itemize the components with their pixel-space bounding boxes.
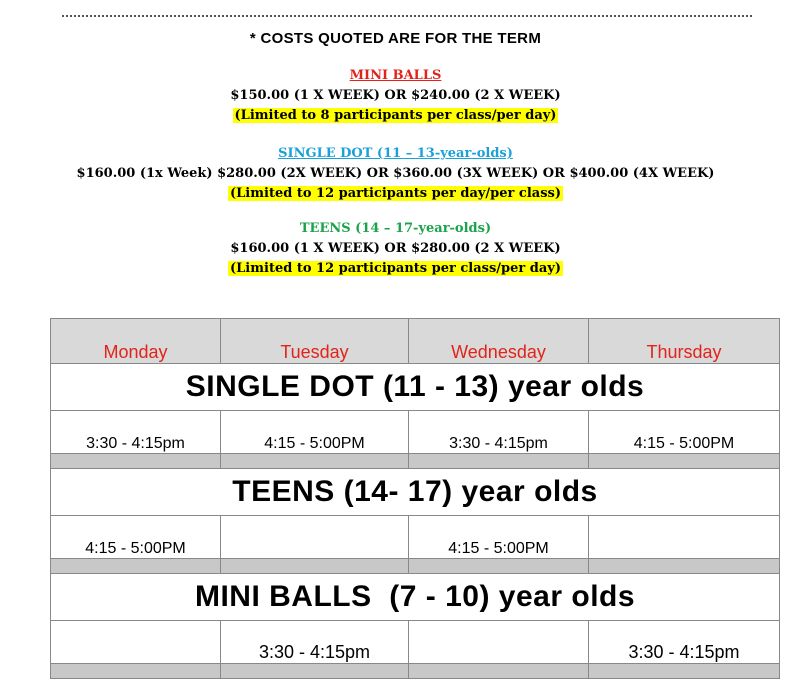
pricing-title-mini-balls <box>0 66 791 86</box>
group-heading-row <box>51 574 780 621</box>
time-cell: 4:15 - 5:00PM <box>589 411 780 454</box>
pricing-price-teens: $160.00 (1 X WEEK) OR $280.00 (2 X WEEK) <box>230 241 561 256</box>
pricing-limit-single-dot <box>0 184 791 204</box>
time-cell <box>221 516 409 559</box>
spacer-cell <box>589 559 780 574</box>
costs-note: * COSTS QUOTED ARE FOR THE TERM <box>249 30 542 47</box>
pricing-limit-text: (Limited to 12 participants per class/per day) <box>230 261 561 276</box>
time-cell: 4:15 - 5:00PM <box>221 411 409 454</box>
time-cell <box>409 621 589 664</box>
time-cell: 3:30 - 4:15pm <box>589 621 780 664</box>
pricing-limit-teens <box>0 259 791 279</box>
spacer-cell <box>221 664 409 679</box>
time-row-teens <box>51 516 780 559</box>
pricing-title-text: TEENS (14 – 17-year-olds) <box>299 221 492 236</box>
group-heading-single-dot: SINGLE DOT (11 - 13) year olds <box>51 364 780 411</box>
pricing-title-teens <box>0 219 791 239</box>
time-cell <box>589 516 780 559</box>
time-cell: 4:15 - 5:00PM <box>51 516 221 559</box>
spacer-cell <box>221 559 409 574</box>
spacer-row <box>51 454 780 469</box>
spacer-cell <box>589 454 780 469</box>
time-cell <box>51 621 221 664</box>
day-wednesday: Wednesday <box>409 319 589 364</box>
pricing-title-text: SINGLE DOT (11 – 13-year-olds) <box>278 146 513 161</box>
pricing-limit-text: (Limited to 8 participants per class/per day) <box>234 108 557 123</box>
time-row-single-dot <box>51 411 780 454</box>
pricing-price-mini-balls: $150.00 (1 X WEEK) OR $240.00 (2 X WEEK) <box>230 88 561 103</box>
spacer-cell <box>409 664 589 679</box>
pricing-title-text: MINI BALLS <box>349 68 442 83</box>
day-tuesday: Tuesday <box>221 319 409 364</box>
pricing-limit-mini-balls <box>0 106 791 126</box>
schedule-table <box>50 318 780 679</box>
dotted-divider <box>62 15 752 17</box>
spacer-cell <box>51 454 221 469</box>
spacer-cell <box>221 454 409 469</box>
pricing-price-single-dot: $160.00 (1x Week) $280.00 (2X WEEK) OR $360.00 (3X WEEK) OR $400.00 (4X WEEK) <box>76 166 715 181</box>
spacer-row <box>51 559 780 574</box>
spacer-cell <box>51 559 221 574</box>
spacer-cell <box>409 454 589 469</box>
time-cell: 4:15 - 5:00PM <box>409 516 589 559</box>
time-cell: 3:30 - 4:15pm <box>409 411 589 454</box>
day-thursday: Thursday <box>589 319 780 364</box>
group-heading-mini-balls: MINI BALLS (7 - 10) year olds <box>51 574 780 621</box>
time-cell: 3:30 - 4:15pm <box>51 411 221 454</box>
time-cell: 3:30 - 4:15pm <box>221 621 409 664</box>
time-row-mini-balls <box>51 621 780 664</box>
spacer-cell <box>589 664 780 679</box>
spacer-cell <box>409 559 589 574</box>
spacer-row <box>51 664 780 679</box>
day-header-row <box>51 319 780 364</box>
group-heading-row <box>51 364 780 411</box>
group-heading-teens: TEENS (14- 17) year olds <box>51 469 780 516</box>
group-heading-row <box>51 469 780 516</box>
day-monday: Monday <box>51 319 221 364</box>
pricing-title-single-dot <box>0 144 791 164</box>
spacer-cell <box>51 664 221 679</box>
pricing-limit-text: (Limited to 12 participants per day/per class) <box>230 186 561 201</box>
